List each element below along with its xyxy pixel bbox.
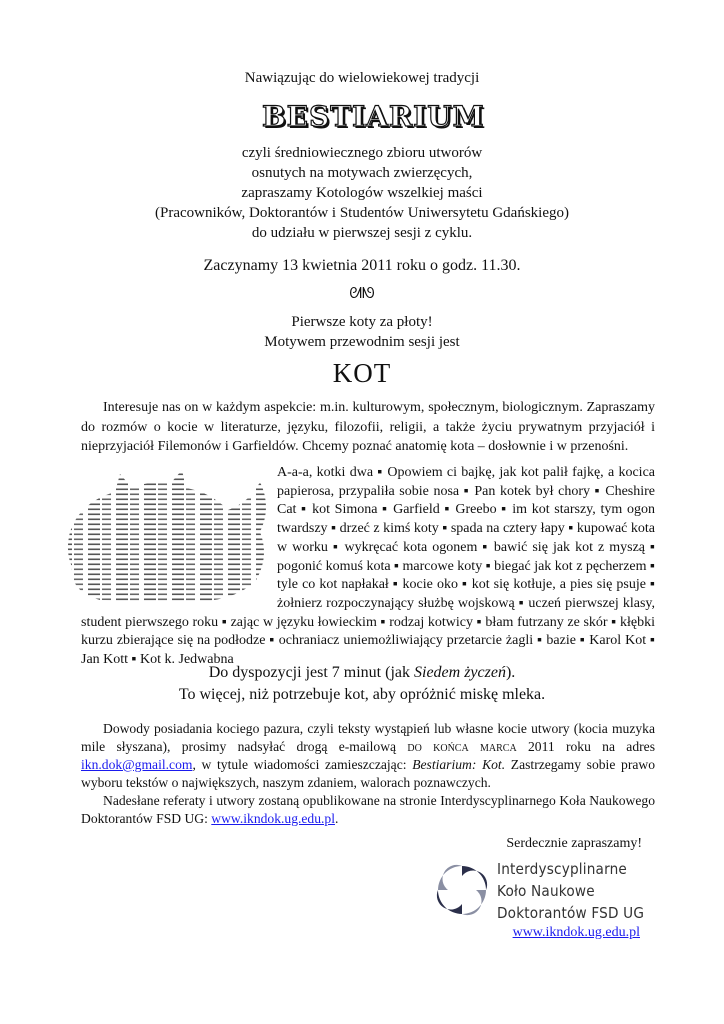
website-link[interactable]: www.ikndok.ug.edu.pl	[211, 811, 335, 826]
publication-paragraph	[81, 792, 655, 828]
text-run: .	[335, 811, 339, 826]
interest-text: Interesuje nas on w każdym aspekcie: m.in. kulturowym, społecznym, biologicznym. Zapraszamy do rozmów o kocie w literaturze, języku, filozofii, religii, a także życiu prywatnym przyjaciół i nieprzyjaciół Filemonów i Garfieldów. Chcemy poznać anatomię kota – dosłownie i w przenośni.	[81, 400, 655, 454]
desc-line: (Pracowników, Doktorantów i Studentów Uniwersytetu Gdańskiego)	[155, 205, 569, 221]
subject-italic: Bestiarium: Kot.	[412, 757, 506, 772]
film-title: Siedem życzeń	[414, 664, 506, 681]
desc-line: zapraszamy Kotologów wszelkiej maści	[241, 185, 483, 201]
org-line: Koło Naukowe	[497, 882, 595, 900]
first-cats-line: Motywem przewodnim sesji jest	[264, 334, 460, 350]
text-run: , w tytule wiadomości zamieszczając:	[192, 757, 413, 772]
ornament-icon: ᘛᘚ	[349, 286, 375, 302]
description-block	[0, 143, 724, 243]
cat-phrases-text: A-a-a, kotki dwa ▪ Opowiem ci bajkę, jak kot palił fajkę, a kocica papierosa, przypaliła sobie nosa ▪ Pan kotek był chory ▪ Cheshire Cat ▪ kot Simona ▪ Garfield ▪ Greebo ▪ im kot starszy, tym ogon twardszy ▪ drzeć z kimś koty ▪ spada na cztery łapy ▪ kupować kota w worku ▪ wykręcać kota ogonem ▪ bawić się jak kot z myszą ▪ pogonić komuś kota ▪ marcowe koty ▪ biegać jak kot z pęcherzem ▪ tyle co kot napłakał ▪ kocie oko ▪ kot się kotłuje, a pies się psuje ▪ żołnierz rozpoczynający służbę wojskową ▪ uczeń pierwszej klasy, student pierwszego roku ▪ zając w języku łowieckim ▪ rodzaj kotwicy ▪ błam futrzany ze skór ▪ kłębki kurzu zbierające się na podłodze ▪ ochraniacz uniemożliwiający przetarcie żagli ▪ bazie ▪ Karol Kot ▪ Jan Kott ▪ Kot k. Jedwabna	[81, 465, 655, 668]
submission-info	[81, 720, 655, 828]
time-limit-text-end: ).	[505, 664, 516, 681]
deadline-smallcaps: do końca marca	[407, 739, 517, 754]
submission-paragraph	[81, 720, 655, 792]
milk-line: To więcej, niż potrzebuje kot, aby opróżnić miskę mleka.	[178, 686, 546, 703]
time-limit-line	[0, 662, 724, 684]
time-limit-text: Do dyspozycji jest 7 minut (jak	[208, 664, 414, 681]
greeting: Serdecznie zapraszamy!	[506, 836, 642, 851]
first-cats-block	[0, 312, 724, 352]
org-website-link[interactable]: www.ikndok.ug.edu.pl	[512, 925, 640, 940]
time-limit-block	[0, 662, 724, 706]
org-swirl-logo-icon	[432, 860, 492, 920]
interest-paragraph	[81, 398, 655, 457]
text-run: Dowody posiadania kociego pazura, czyli teksty wystąpień lub własne kocie utwory (kocia muzyka mile słyszana), prosimy nadsyłać drogą e-mailową	[81, 721, 655, 754]
intro-line: Nawiązując do wielowiekowej tradycji	[244, 70, 480, 86]
desc-line: czyli średniowiecznego zbioru utworów	[241, 145, 483, 161]
desc-line: osnutych na motywach zwierzęcych,	[251, 165, 473, 181]
text-run: 2011 roku na adres	[516, 739, 655, 754]
text-run: Nadesłane referaty i utwory zostaną opublikowane na stronie Interdyscyplinarnego Koła Naukowego Doktorantów FSD UG:	[81, 793, 655, 826]
logo-text: BESTIARIUM	[262, 100, 485, 133]
org-line: Doktorantów FSD UG	[497, 904, 645, 922]
email-link[interactable]: ikn.dok@gmail.com	[81, 757, 193, 772]
first-cats-line: Pierwsze koty za płoty!	[291, 314, 433, 330]
org-name	[497, 858, 655, 924]
org-line: Interdyscyplinarne	[497, 860, 628, 878]
text-run: Zastrzegamy sobie prawo wyboru tekstów o największych, naszym zdaniem, walorach poznawczych.	[81, 757, 656, 790]
image-spacer	[81, 464, 277, 600]
cat-phrases-paragraph	[81, 464, 655, 670]
start-date: Zaczynamy 13 kwietnia 2011 roku o godz. 11.30.	[203, 257, 521, 274]
theme-title: KOT	[332, 358, 392, 388]
desc-line: do udziału w pierwszej sesji z cyklu.	[251, 225, 473, 241]
bestiarium-logo	[262, 95, 485, 139]
